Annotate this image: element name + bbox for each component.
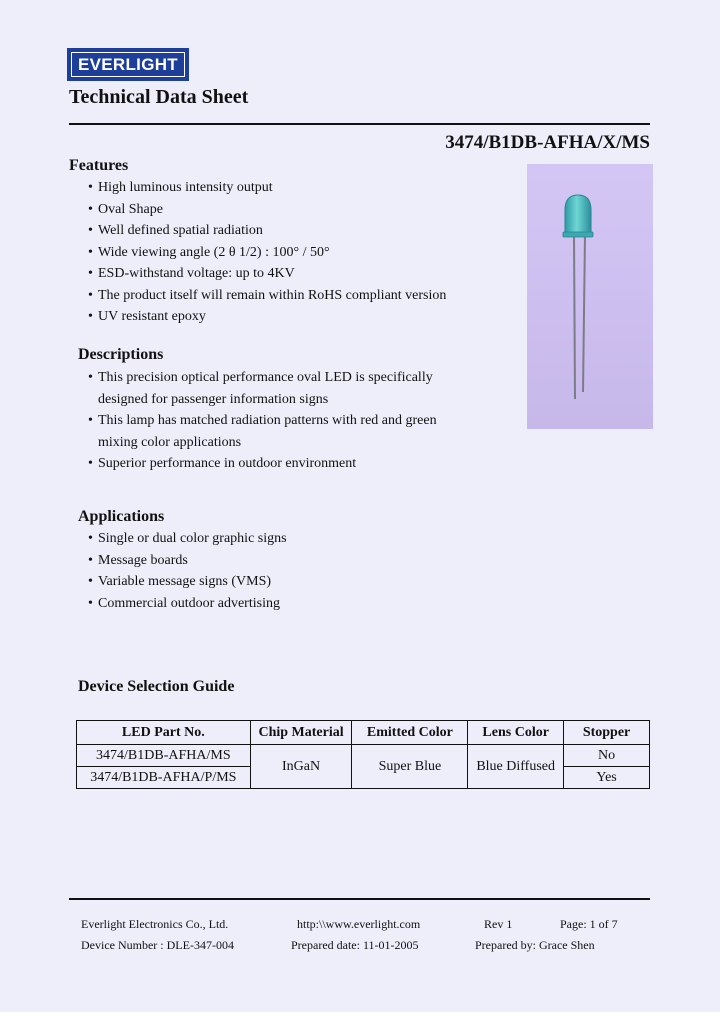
applications-list: [88, 528, 508, 614]
list-item: • UV resistant epoxy: [88, 306, 508, 328]
table-row: [77, 745, 650, 767]
table-header-row: [77, 721, 650, 745]
list-item: • The product itself will remain within RoHS compliant version: [88, 285, 508, 307]
footer-prepared-date: Prepared date: 11-01-2005: [291, 938, 419, 952]
column-header: LED Part No.: [77, 721, 251, 745]
list-item: • Message boards: [88, 550, 508, 572]
list-item: • Superior performance in outdoor environment: [88, 453, 460, 475]
list-item: • Variable message signs (VMS): [88, 571, 508, 593]
features-list: [88, 177, 508, 328]
list-item: • Commercial outdoor advertising: [88, 593, 508, 615]
everlight-logo: [67, 48, 189, 81]
footer-prepared-by: Prepared by: Grace Shen: [475, 938, 595, 952]
footer-device-number: Device Number : DLE-347-004: [81, 938, 234, 952]
list-item: • Oval Shape: [88, 199, 508, 221]
column-header: Stopper: [564, 721, 650, 745]
part-number-cell: 3474/B1DB-AFHA/P/MS: [77, 767, 251, 789]
column-header: Emitted Color: [352, 721, 468, 745]
logo-text: EVERLIGHT: [71, 52, 185, 77]
led-product-photo: [527, 164, 653, 429]
descriptions-heading: Descriptions: [78, 346, 164, 363]
footer-rev: Rev 1: [484, 917, 513, 931]
document-title: Technical Data Sheet: [69, 86, 249, 108]
stopper-cell: No: [564, 745, 650, 767]
selection-guide-heading: Device Selection Guide: [78, 678, 235, 695]
footer-divider: [69, 898, 650, 900]
list-item: • This precision optical performance oval LED is specifically designed for passenger information signs: [88, 367, 460, 410]
column-header: Lens Color: [468, 721, 564, 745]
list-item: • ESD-withstand voltage: up to 4KV: [88, 263, 508, 285]
lens-color-cell: Blue Diffused: [468, 745, 564, 789]
list-item: • This lamp has matched radiation patterns with red and green mixing color applications: [88, 410, 460, 453]
features-heading: Features: [69, 157, 129, 174]
part-number-cell: 3474/B1DB-AFHA/MS: [77, 745, 251, 767]
chip-material-cell: InGaN: [250, 745, 352, 789]
footer-page: Page: 1 of 7: [560, 917, 618, 931]
stopper-cell: Yes: [564, 767, 650, 789]
emitted-color-cell: Super Blue: [352, 745, 468, 789]
part-number-title: 3474/B1DB-AFHA/X/MS: [445, 132, 650, 153]
led-lamp-icon: [527, 164, 653, 429]
header-divider: [69, 123, 650, 125]
footer-url: http:\\www.everlight.com: [297, 917, 421, 931]
list-item: • Single or dual color graphic signs: [88, 528, 508, 550]
column-header: Chip Material: [250, 721, 352, 745]
footer-company: Everlight Electronics Co., Ltd.: [81, 917, 229, 931]
list-item: • Well defined spatial radiation: [88, 220, 508, 242]
applications-heading: Applications: [78, 508, 165, 525]
descriptions-list: [88, 367, 460, 475]
list-item: • Wide viewing angle (2 θ 1/2) : 100° / 50°: [88, 242, 508, 264]
device-selection-table: [76, 720, 650, 789]
list-item: • High luminous intensity output: [88, 177, 508, 199]
